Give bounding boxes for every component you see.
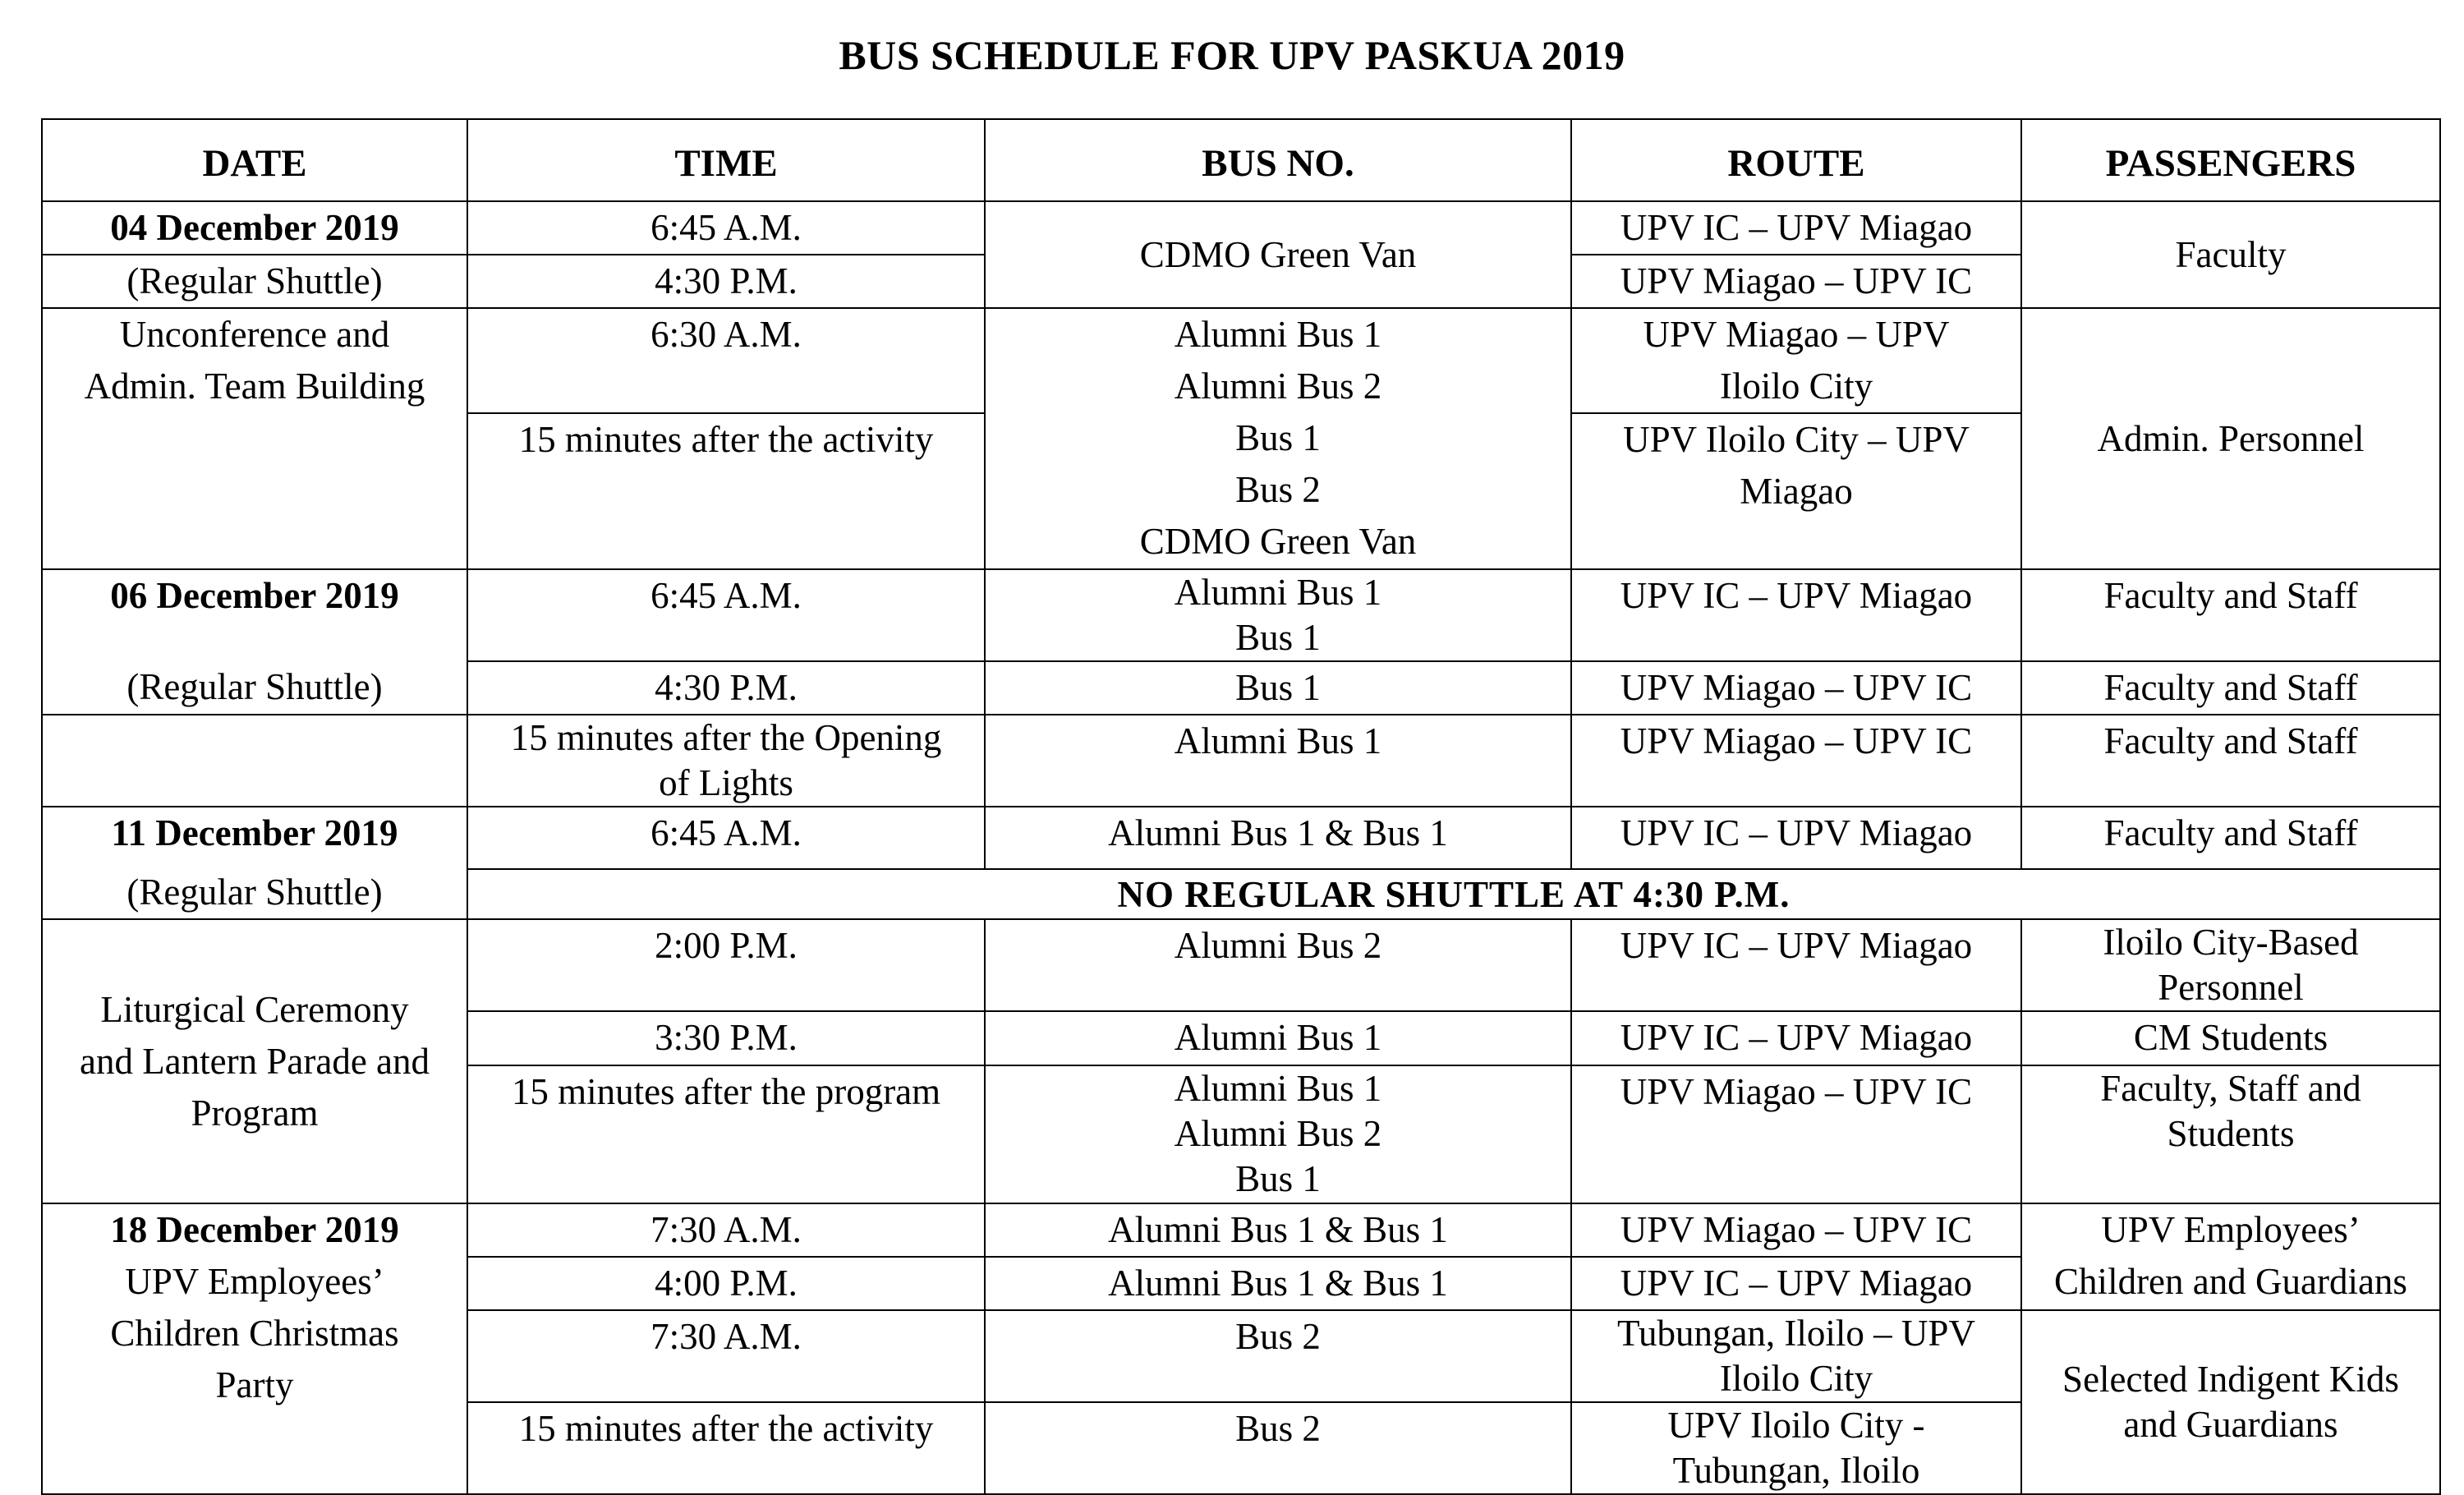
event-line: Children Christmas — [110, 1313, 399, 1354]
route-line: UPV Iloilo City - — [1667, 1405, 1925, 1446]
bus-line: Bus 1 — [1235, 1158, 1321, 1199]
route-line: Iloilo City — [1719, 366, 1873, 407]
event-line: Unconference and — [119, 314, 390, 355]
passengers-cell — [2021, 1203, 2440, 1310]
time-cell: 15 minutes after the activity — [467, 413, 985, 569]
bus-cell: Alumni Bus 2 — [985, 919, 1571, 1011]
time-cell: 15 minutes after the activity — [467, 1402, 985, 1494]
bus-line: Bus 1 — [1235, 417, 1321, 458]
route-cell — [1571, 308, 2021, 413]
bus-cell: Alumni Bus 1 & Bus 1 — [985, 1203, 1571, 1257]
passengers-line: Children and Guardians — [2054, 1261, 2407, 1302]
header-row — [42, 119, 2440, 201]
bus-line: Alumni Bus 2 — [1174, 1113, 1382, 1154]
route-cell — [1571, 1402, 2021, 1494]
route-cell: UPV IC – UPV Miagao — [1571, 1257, 2021, 1310]
route-line: Tubungan, Iloilo — [1672, 1450, 1920, 1491]
passengers-cell: Admin. Personnel — [2021, 308, 2440, 569]
header-passengers: PASSENGERS — [2021, 119, 2440, 201]
time-cell: 3:30 P.M. — [467, 1011, 985, 1065]
passengers-cell — [2021, 919, 2440, 1011]
table-row — [42, 919, 2440, 1011]
passengers-line: Students — [2167, 1113, 2295, 1154]
date-bold: 06 December 2019 — [110, 575, 399, 616]
table-row — [42, 201, 2440, 255]
bus-line: Alumni Bus 1 — [1174, 1068, 1382, 1109]
time-cell: 4:30 P.M. — [467, 255, 985, 308]
bus-cell: Bus 2 — [985, 1310, 1571, 1402]
route-cell: UPV IC – UPV Miagao — [1571, 569, 2021, 661]
passengers-cell: Faculty and Staff — [2021, 715, 2440, 807]
bus-line: Bus 2 — [1235, 469, 1321, 510]
bus-cell: Alumni Bus 1 — [985, 1011, 1571, 1065]
time-cell: 6:45 A.M. — [467, 569, 985, 661]
event-cell — [42, 308, 467, 569]
route-cell: UPV Miagao – UPV IC — [1571, 1065, 2021, 1203]
passengers-line: Iloilo City-Based — [2103, 922, 2359, 963]
date-sub-cell: (Regular Shuttle) — [42, 255, 467, 308]
route-line: Iloilo City — [1719, 1358, 1873, 1399]
bus-cell: Alumni Bus 1 — [985, 715, 1571, 807]
passengers-line: Personnel — [2158, 967, 2304, 1008]
time-cell: 4:30 P.M. — [467, 661, 985, 715]
route-cell: UPV IC – UPV Miagao — [1571, 201, 2021, 255]
route-line: Tubungan, Iloilo – UPV — [1617, 1313, 1975, 1354]
route-cell: UPV Miagao – UPV IC — [1571, 255, 2021, 308]
table-row — [42, 1203, 2440, 1257]
time-cell: 4:00 P.M. — [467, 1257, 985, 1310]
table-row — [42, 807, 2440, 869]
passengers-line: UPV Employees’ — [2101, 1209, 2361, 1250]
date-sub: (Regular Shuttle) — [126, 872, 383, 913]
header-time: TIME — [467, 119, 985, 201]
route-cell: UPV Miagao – UPV IC — [1571, 1203, 2021, 1257]
bus-cell: Bus 2 — [985, 1402, 1571, 1494]
passengers-cell: CM Students — [2021, 1011, 2440, 1065]
bus-cell — [985, 308, 1571, 569]
time-cell: 7:30 A.M. — [467, 1203, 985, 1257]
event-line: Party — [215, 1364, 294, 1405]
passengers-cell — [2021, 1065, 2440, 1203]
time-cell: 2:00 P.M. — [467, 919, 985, 1011]
route-cell: UPV IC – UPV Miagao — [1571, 807, 2021, 869]
time-cell: 6:30 A.M. — [467, 308, 985, 413]
route-line: UPV Iloilo City – UPV — [1623, 419, 1970, 460]
bus-cell: Bus 1 — [985, 661, 1571, 715]
table-row — [42, 308, 2440, 413]
time-cell: 6:45 A.M. — [467, 807, 985, 869]
header-date: DATE — [42, 119, 467, 201]
notice-cell: NO REGULAR SHUTTLE AT 4:30 P.M. — [467, 869, 2440, 919]
date-bold: 18 December 2019 — [110, 1209, 399, 1250]
time-cell — [467, 715, 985, 807]
passengers-cell: Faculty and Staff — [2021, 661, 2440, 715]
date-sub: (Regular Shuttle) — [126, 666, 383, 707]
passengers-cell: Faculty — [2021, 201, 2440, 308]
date-cell — [42, 569, 467, 715]
bus-schedule-table — [41, 118, 2441, 1495]
header-bus-no: BUS NO. — [985, 119, 1571, 201]
bus-cell — [985, 1065, 1571, 1203]
time-cell: 7:30 A.M. — [467, 1310, 985, 1402]
passengers-line: and Guardians — [2123, 1404, 2338, 1445]
route-line: UPV Miagao – UPV — [1643, 314, 1950, 355]
passengers-cell: Faculty and Staff — [2021, 807, 2440, 869]
date-cell-empty — [42, 715, 467, 807]
bus-line: Bus 1 — [1235, 617, 1321, 658]
event-line: and Lantern Parade and — [79, 1040, 430, 1082]
time-cell: 6:45 A.M. — [467, 201, 985, 255]
bus-cell: CDMO Green Van — [985, 201, 1571, 308]
time-cell: 15 minutes after the program — [467, 1065, 985, 1203]
date-cell — [42, 1203, 467, 1494]
passengers-line: Faculty, Staff and — [2100, 1068, 2361, 1109]
table-row — [42, 569, 2440, 661]
bus-cell: Alumni Bus 1 & Bus 1 — [985, 807, 1571, 869]
header-route: ROUTE — [1571, 119, 2021, 201]
date-bold: 11 December 2019 — [111, 812, 398, 853]
route-cell: UPV Miagao – UPV IC — [1571, 715, 2021, 807]
page-title: BUS SCHEDULE FOR UPV PASKUA 2019 — [839, 32, 1625, 78]
date-cell — [42, 807, 467, 919]
table-row — [42, 715, 2440, 807]
event-line: Program — [191, 1092, 319, 1134]
event-line: Liturgical Ceremony — [100, 988, 409, 1030]
bus-cell — [985, 569, 1571, 661]
time-line: 15 minutes after the Opening — [510, 717, 942, 758]
bus-line: Alumni Bus 2 — [1174, 366, 1382, 407]
passengers-cell: Faculty and Staff — [2021, 569, 2440, 661]
route-cell — [1571, 413, 2021, 569]
route-cell: UPV IC – UPV Miagao — [1571, 919, 2021, 1011]
passengers-cell — [2021, 1310, 2440, 1494]
bus-line: Alumni Bus 1 — [1174, 314, 1382, 355]
date-cell: 04 December 2019 — [42, 201, 467, 255]
bus-line: CDMO Green Van — [1139, 521, 1417, 562]
time-line: of Lights — [659, 762, 793, 803]
event-cell — [42, 919, 467, 1203]
passengers-line: Selected Indigent Kids — [2062, 1359, 2399, 1400]
bus-cell: Alumni Bus 1 & Bus 1 — [985, 1257, 1571, 1310]
event-line: UPV Employees’ — [125, 1261, 384, 1302]
event-line: Admin. Team Building — [84, 366, 425, 407]
bus-line: Alumni Bus 1 — [1174, 572, 1382, 613]
route-cell — [1571, 1310, 2021, 1402]
route-cell: UPV Miagao – UPV IC — [1571, 661, 2021, 715]
route-cell: UPV IC – UPV Miagao — [1571, 1011, 2021, 1065]
route-line: Miagao — [1740, 471, 1853, 512]
